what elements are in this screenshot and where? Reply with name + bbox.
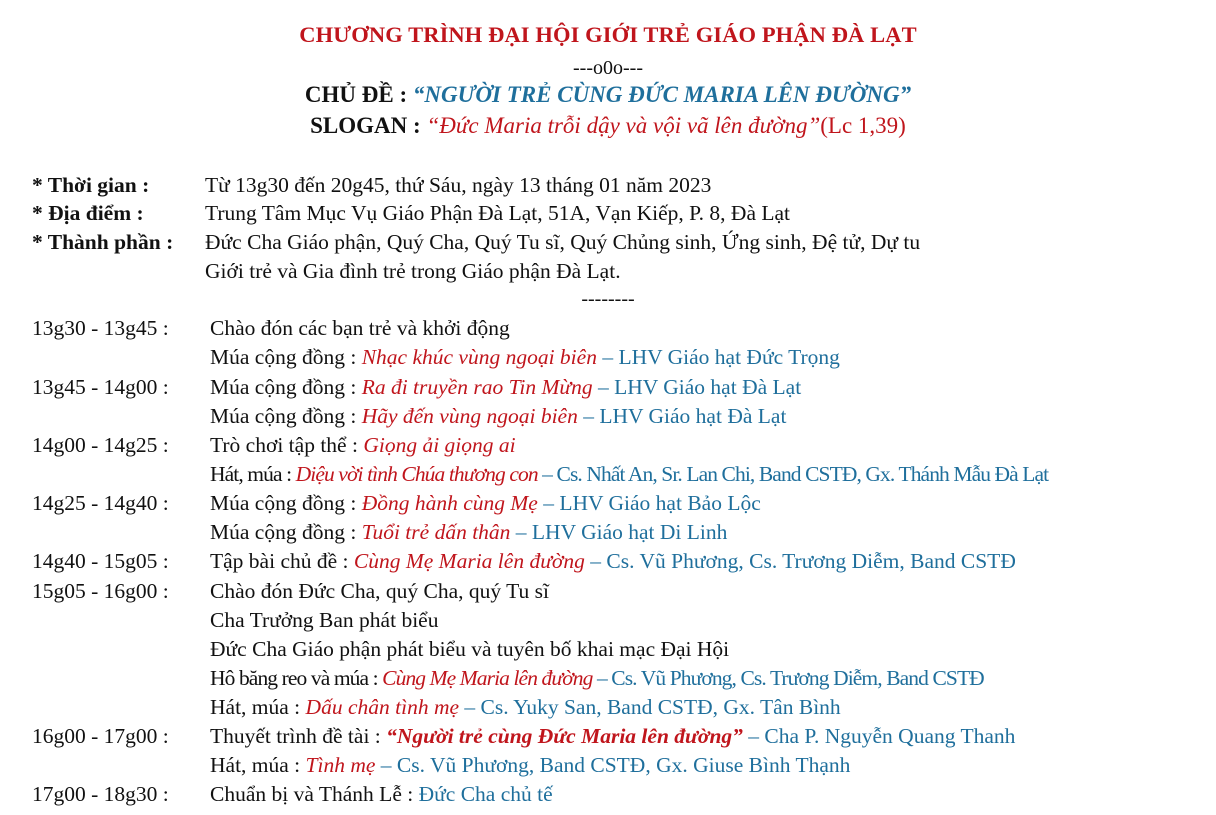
slogan-label: SLOGAN : bbox=[310, 113, 427, 138]
info-separator: -------- bbox=[581, 288, 635, 310]
slogan-line bbox=[0, 113, 1216, 139]
schedule-item: Hô băng reo và múa : Cùng Mẹ Maria lên đường – Cs. Vũ Phương, Cs. Trương Diễm, Band CSTĐ bbox=[210, 666, 984, 690]
info-place-label: * Địa điểm : bbox=[32, 201, 144, 225]
slogan-text: “Đức Maria trỗi dậy và vội vã lên đường” bbox=[426, 113, 821, 138]
schedule-item: Hát, múa : Dấu chân tình mẹ – Cs. Yuky San, Band CSTĐ, Gx. Tân Bình bbox=[210, 695, 841, 719]
schedule-item: Thuyết trình đề tài : “Người trẻ cùng Đức Maria lên đường” – Cha P. Nguyễn Quang Thanh bbox=[210, 724, 1016, 748]
schedule-time: 17g00 - 18g30 : bbox=[32, 782, 169, 806]
schedule-time: 14g25 - 14g40 : bbox=[32, 491, 169, 515]
schedule-item: Chào đón các bạn trẻ và khởi động bbox=[210, 316, 510, 340]
schedule-item: Múa cộng đồng : Ra đi truyền rao Tin Mừng – LHV Giáo hạt Đà Lạt bbox=[210, 375, 802, 399]
schedule-item: Múa cộng đồng : Đồng hành cùng Mẹ – LHV Giáo hạt Bảo Lộc bbox=[210, 491, 761, 515]
theme-text: “NGƯỜI TRẺ CÙNG ĐỨC MARIA LÊN ĐƯỜNG” bbox=[412, 82, 912, 107]
schedule-item: Cha Trưởng Ban phát biểu bbox=[210, 608, 439, 632]
slogan-reference: (Lc 1,39) bbox=[820, 113, 906, 138]
schedule-item: Trò chơi tập thể : Giọng ải giọng ai bbox=[210, 433, 516, 457]
schedule-item: Chuẩn bị và Thánh Lễ : Đức Cha chủ tế bbox=[210, 782, 553, 806]
schedule-item: Múa cộng đồng : Hãy đến vùng ngoại biên – LHV Giáo hạt Đà Lạt bbox=[210, 404, 787, 428]
schedule-item: Múa cộng đồng : Tuổi trẻ dấn thân – LHV Giáo hạt Di Linh bbox=[210, 520, 728, 544]
schedule-time: 13g45 - 14g00 : bbox=[32, 375, 169, 399]
schedule-item: Đức Cha Giáo phận phát biểu và tuyên bố khai mạc Đại Hội bbox=[210, 637, 730, 661]
title-separator: ---o0o--- bbox=[573, 57, 643, 79]
info-members-label: * Thành phần : bbox=[32, 230, 174, 254]
schedule-item: Tập bài chủ đề : Cùng Mẹ Maria lên đường – Cs. Vũ Phương, Cs. Trương Diễm, Band CSTĐ bbox=[210, 549, 1016, 573]
program-title: CHƯƠNG TRÌNH ĐẠI HỘI GIỚI TRẺ GIÁO PHẬN ĐÀ LẠT bbox=[299, 22, 917, 47]
schedule-time: 14g00 - 14g25 : bbox=[32, 433, 169, 457]
info-time-value: Từ 13g30 đến 20g45, thứ Sáu, ngày 13 tháng 01 năm 2023 bbox=[205, 173, 712, 197]
theme-line bbox=[0, 82, 1216, 108]
info-members-value-2: Giới trẻ và Gia đình trẻ trong Giáo phận Đà Lạt. bbox=[205, 259, 621, 283]
schedule-item: Múa cộng đồng : Nhạc khúc vùng ngoại biên – LHV Giáo hạt Đức Trọng bbox=[210, 345, 840, 369]
schedule-time: 15g05 - 16g00 : bbox=[32, 579, 169, 603]
schedule-time: 16g00 - 17g00 : bbox=[32, 724, 169, 748]
theme-label: CHỦ ĐỀ : bbox=[304, 82, 413, 107]
info-place-value: Trung Tâm Mục Vụ Giáo Phận Đà Lạt, 51A, Vạn Kiếp, P. 8, Đà Lạt bbox=[205, 201, 791, 225]
schedule-item: Hát, múa : Tình mẹ – Cs. Vũ Phương, Band CSTĐ, Gx. Giuse Bình Thạnh bbox=[210, 753, 851, 777]
info-time-label: * Thời gian : bbox=[32, 173, 150, 197]
schedule-item: Chào đón Đức Cha, quý Cha, quý Tu sĩ bbox=[210, 579, 549, 603]
schedule-time: 14g40 - 15g05 : bbox=[32, 549, 169, 573]
schedule-time: 13g30 - 13g45 : bbox=[32, 316, 169, 340]
schedule-item: Hát, múa : Diệu vời tình Chúa thương con – Cs. Nhất An, Sr. Lan Chi, Band CSTĐ, Gx. Thánh Mẫu Đà Lạt bbox=[210, 462, 1049, 486]
info-members-value: Đức Cha Giáo phận, Quý Cha, Quý Tu sĩ, Quý Chủng sinh, Ứng sinh, Đệ tử, Dự tu bbox=[205, 230, 921, 254]
